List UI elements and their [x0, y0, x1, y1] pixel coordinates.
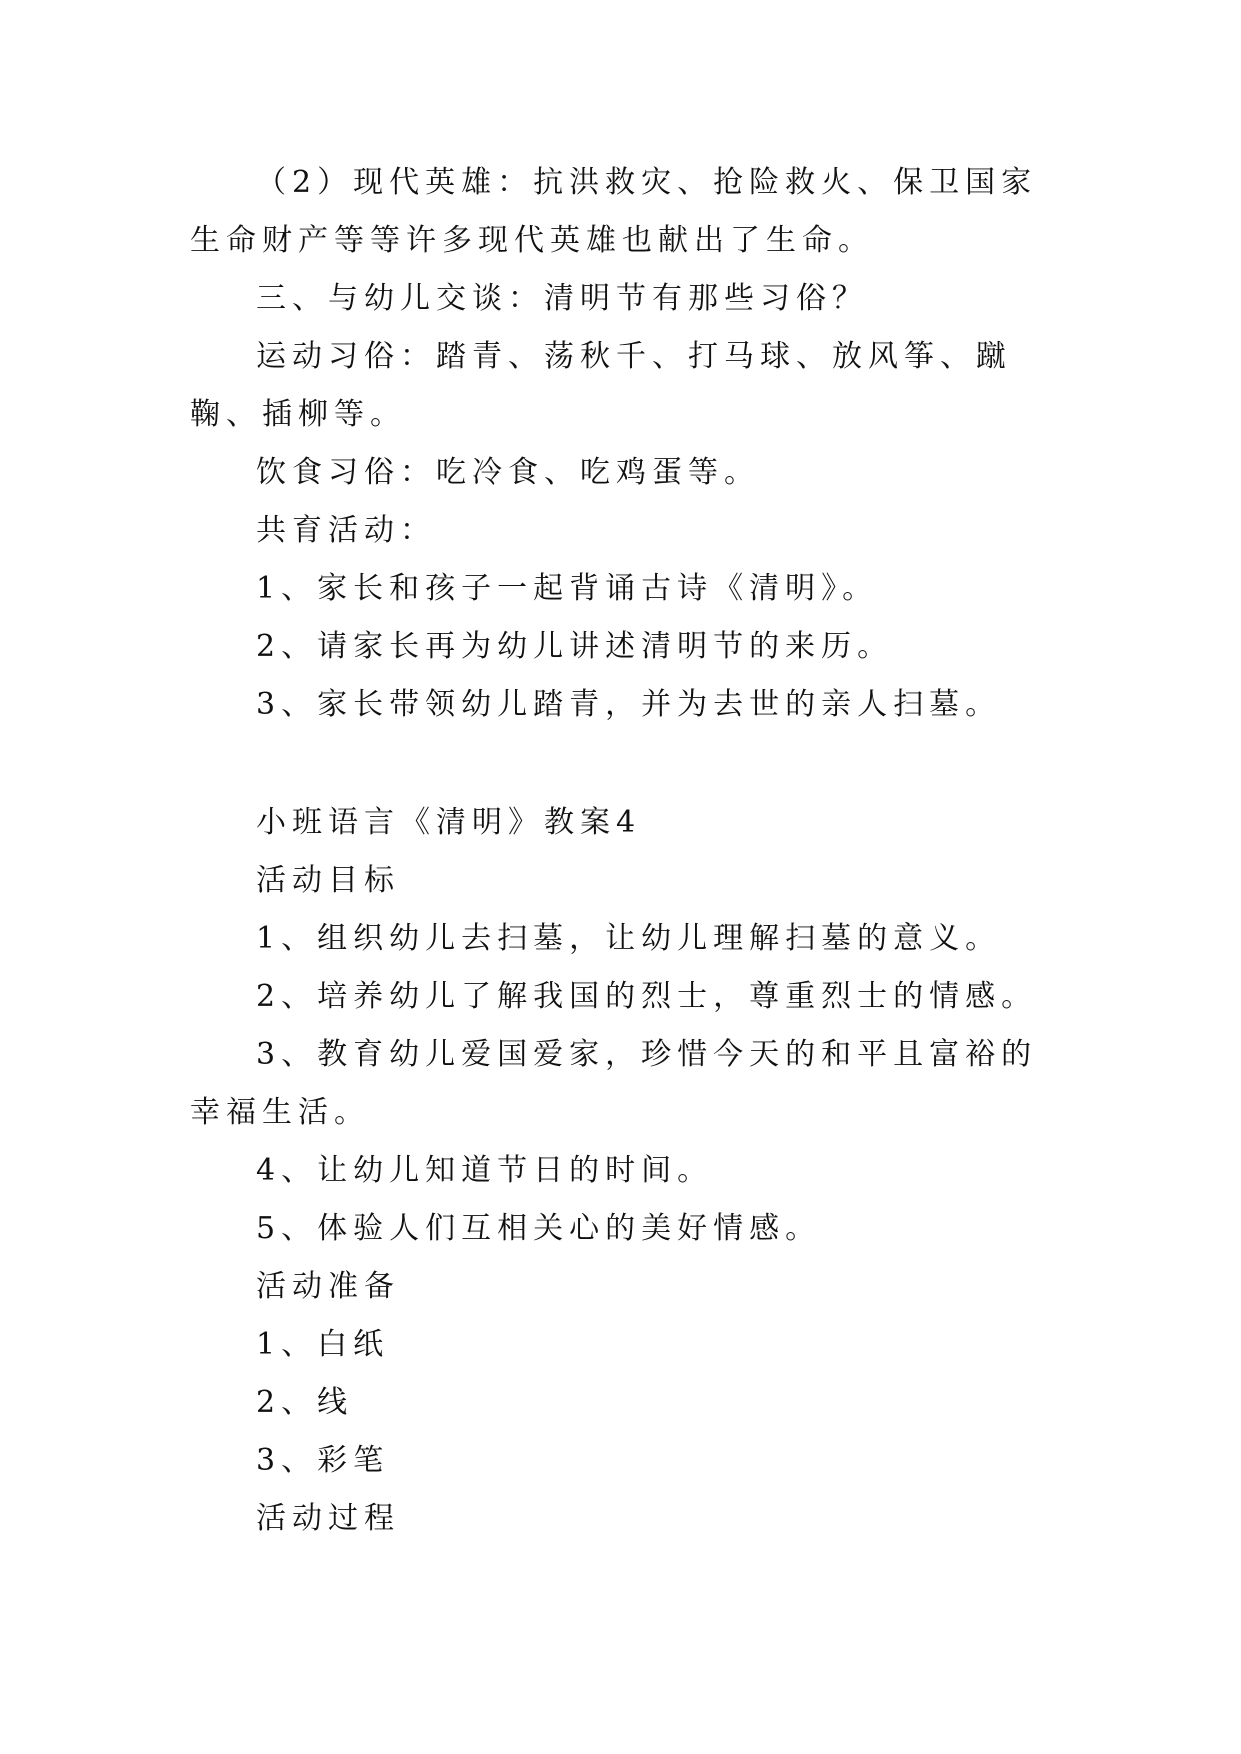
list-item-goal-4: 4、让幼儿知道节日的时间。 — [256, 1153, 714, 1188]
list-item-prep-3: 3、彩笔 — [256, 1443, 390, 1478]
paragraph-modern-heroes: （2）现代英雄：抗洪救灾、抢险救火、保卫国家生命财产等等许多现代英雄也献出了生命。 — [190, 165, 1038, 258]
heading-activity-goals: 活动目标 — [256, 863, 400, 898]
paragraph-sport-customs: 运动习俗：踏青、荡秋千、打马球、放风筝、蹴鞠、插柳等。 — [190, 339, 1012, 432]
list-item-goal-5: 5、体验人们互相关心的美好情感。 — [256, 1211, 822, 1246]
list-item-co-activity-2: 2、请家长再为幼儿讲述清明节的来历。 — [256, 629, 894, 664]
heading-activity-process: 活动过程 — [256, 1501, 400, 1536]
paragraph-co-activity-heading: 共育活动： — [256, 513, 436, 548]
list-item-goal-2: 2、培养幼儿了解我国的烈士，尊重烈士的情感。 — [256, 979, 1038, 1014]
list-item-co-activity-3: 3、家长带领幼儿踏青，并为去世的亲人扫墓。 — [256, 687, 1002, 722]
heading-activity-preparation: 活动准备 — [256, 1269, 400, 1304]
paragraph-section-three: 三、与幼儿交谈：清明节有那些习俗？ — [256, 281, 868, 316]
list-item-goal-3: 3、教育幼儿爱国爱家，珍惜今天的和平且富裕的幸福生活。 — [190, 1037, 1038, 1130]
list-item-co-activity-1: 1、家长和孩子一起背诵古诗《清明》。 — [256, 571, 879, 606]
list-item-prep-2: 2、线 — [256, 1385, 354, 1420]
list-item-goal-1: 1、组织幼儿去扫墓，让幼儿理解扫墓的意义。 — [256, 921, 1002, 956]
paragraph-food-customs: 饮食习俗：吃冷食、吃鸡蛋等。 — [256, 455, 760, 490]
list-item-prep-1: 1、白纸 — [256, 1327, 390, 1362]
lesson-plan-title: 小班语言《清明》教案4 — [256, 805, 642, 840]
